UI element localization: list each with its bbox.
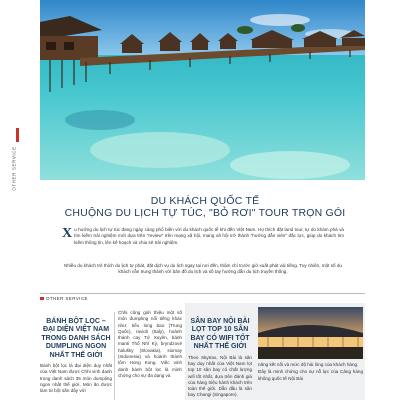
article1-title: BÁNH BỘT LỌC – ĐẠI DIỆN VIỆT NAM TRONG DANH SÁCH DUMPLING NGON NHẤT THẾ GIỚI (41, 318, 111, 359)
section-tag (11, 128, 22, 191)
article4-p2: Đây là minh chứng cho sự nỗ lực của Cảng hàng không quốc tế Nội Bài (258, 369, 363, 381)
article4-p1: năng kết nối và mức độ hài lòng của khách hàng. (258, 362, 359, 367)
resort-photo (40, 0, 365, 180)
section-tag-text: OTHER SERVICE (11, 146, 17, 191)
article4-body (258, 362, 363, 383)
section-label-marker (40, 297, 44, 300)
drop-cap: X (62, 226, 73, 241)
article3-body: Theo Skytrax, Nội Bài là sân bay duy nhất của Việt Nam lọt top 10 sân bay có chất lượng wifi tốt nhất, dựa trên đánh giá của hàng triệu hành khách trên toàn thế giới. Dẫn đầu là sân bay Changi (Singapore). (188, 354, 252, 398)
article-noi-bai (188, 318, 252, 399)
article1-body: Bánh bột lọc là đại diện duy nhất của Việt Nam được Chhi vinh danh trong danh sách 35 món dumpling ngon nhất thế giới. Món ăn được làm từ bột sắn dây với (40, 363, 112, 394)
headline-line2: CHUỘNG DU LỊCH TỰ TÚC, "BỎ RƠI" TOUR TRỌN GÓI (64, 207, 346, 219)
article-headline (60, 195, 350, 219)
section-divider (40, 293, 365, 294)
article3-title: SÂN BAY NỘI BÀI LỌT TOP 10 SÂN BAY CÓ WIFI TỐT NHẤT THẾ GIỚI (190, 318, 250, 351)
lead-paragraph-2: Nhiều du khách trẻ thích du lịch tự phát, đặt dịch vụ du lịch ngay tại nơi đến, thậm chí trước giờ xuất phát vài tiếng. Tuy nhiên, một số du khách vẫn trung thành với bản đồ du lịch và số tay hướng dẫn du lịch truyền thống. (64, 263, 342, 275)
section-label (40, 296, 88, 301)
article-banh-bot-loc (40, 318, 112, 395)
airport-photo (258, 307, 363, 359)
lead-text: u hướng du lịch tự túc đang ngày càng phổ biến với du khách quốc tế khi đến Việt Nam. Họ thích đặt land tour, tự do khám phá và tìm kiếm trải nghiệm mới dựa trên "review" trên mạng xã hội, mang xã hội trở thành "hướng dẫn viên" đắc lực, giúp du khách tìm kiếm thông tin, lên kế hoạch và chia sẻ trải nghiệm. (74, 227, 344, 245)
section-tag-bar (16, 128, 19, 142)
lead-paragraph (62, 227, 344, 246)
article2-body: Chhi cũng giới thiệu một số món dumpling nổi tiếng khác như: tiểu long bao (Trung Quốc), ravioli (Italy), hoành thánh cay Tứ Xuyên, bánh manti Thổ Nhĩ Kỳ, bryndzové halušky (Slovakia), siomay (Indonesia) và hoành thánh tôm Hong Kong. Việc vinh danh bánh bột lọc là minh chứng cho sự đa dạng và (118, 310, 182, 378)
headline-line1: DU KHÁCH QUỐC TẾ (150, 195, 260, 207)
section-label-text: OTHER SERVICE (46, 296, 88, 301)
column-separator (114, 312, 115, 400)
